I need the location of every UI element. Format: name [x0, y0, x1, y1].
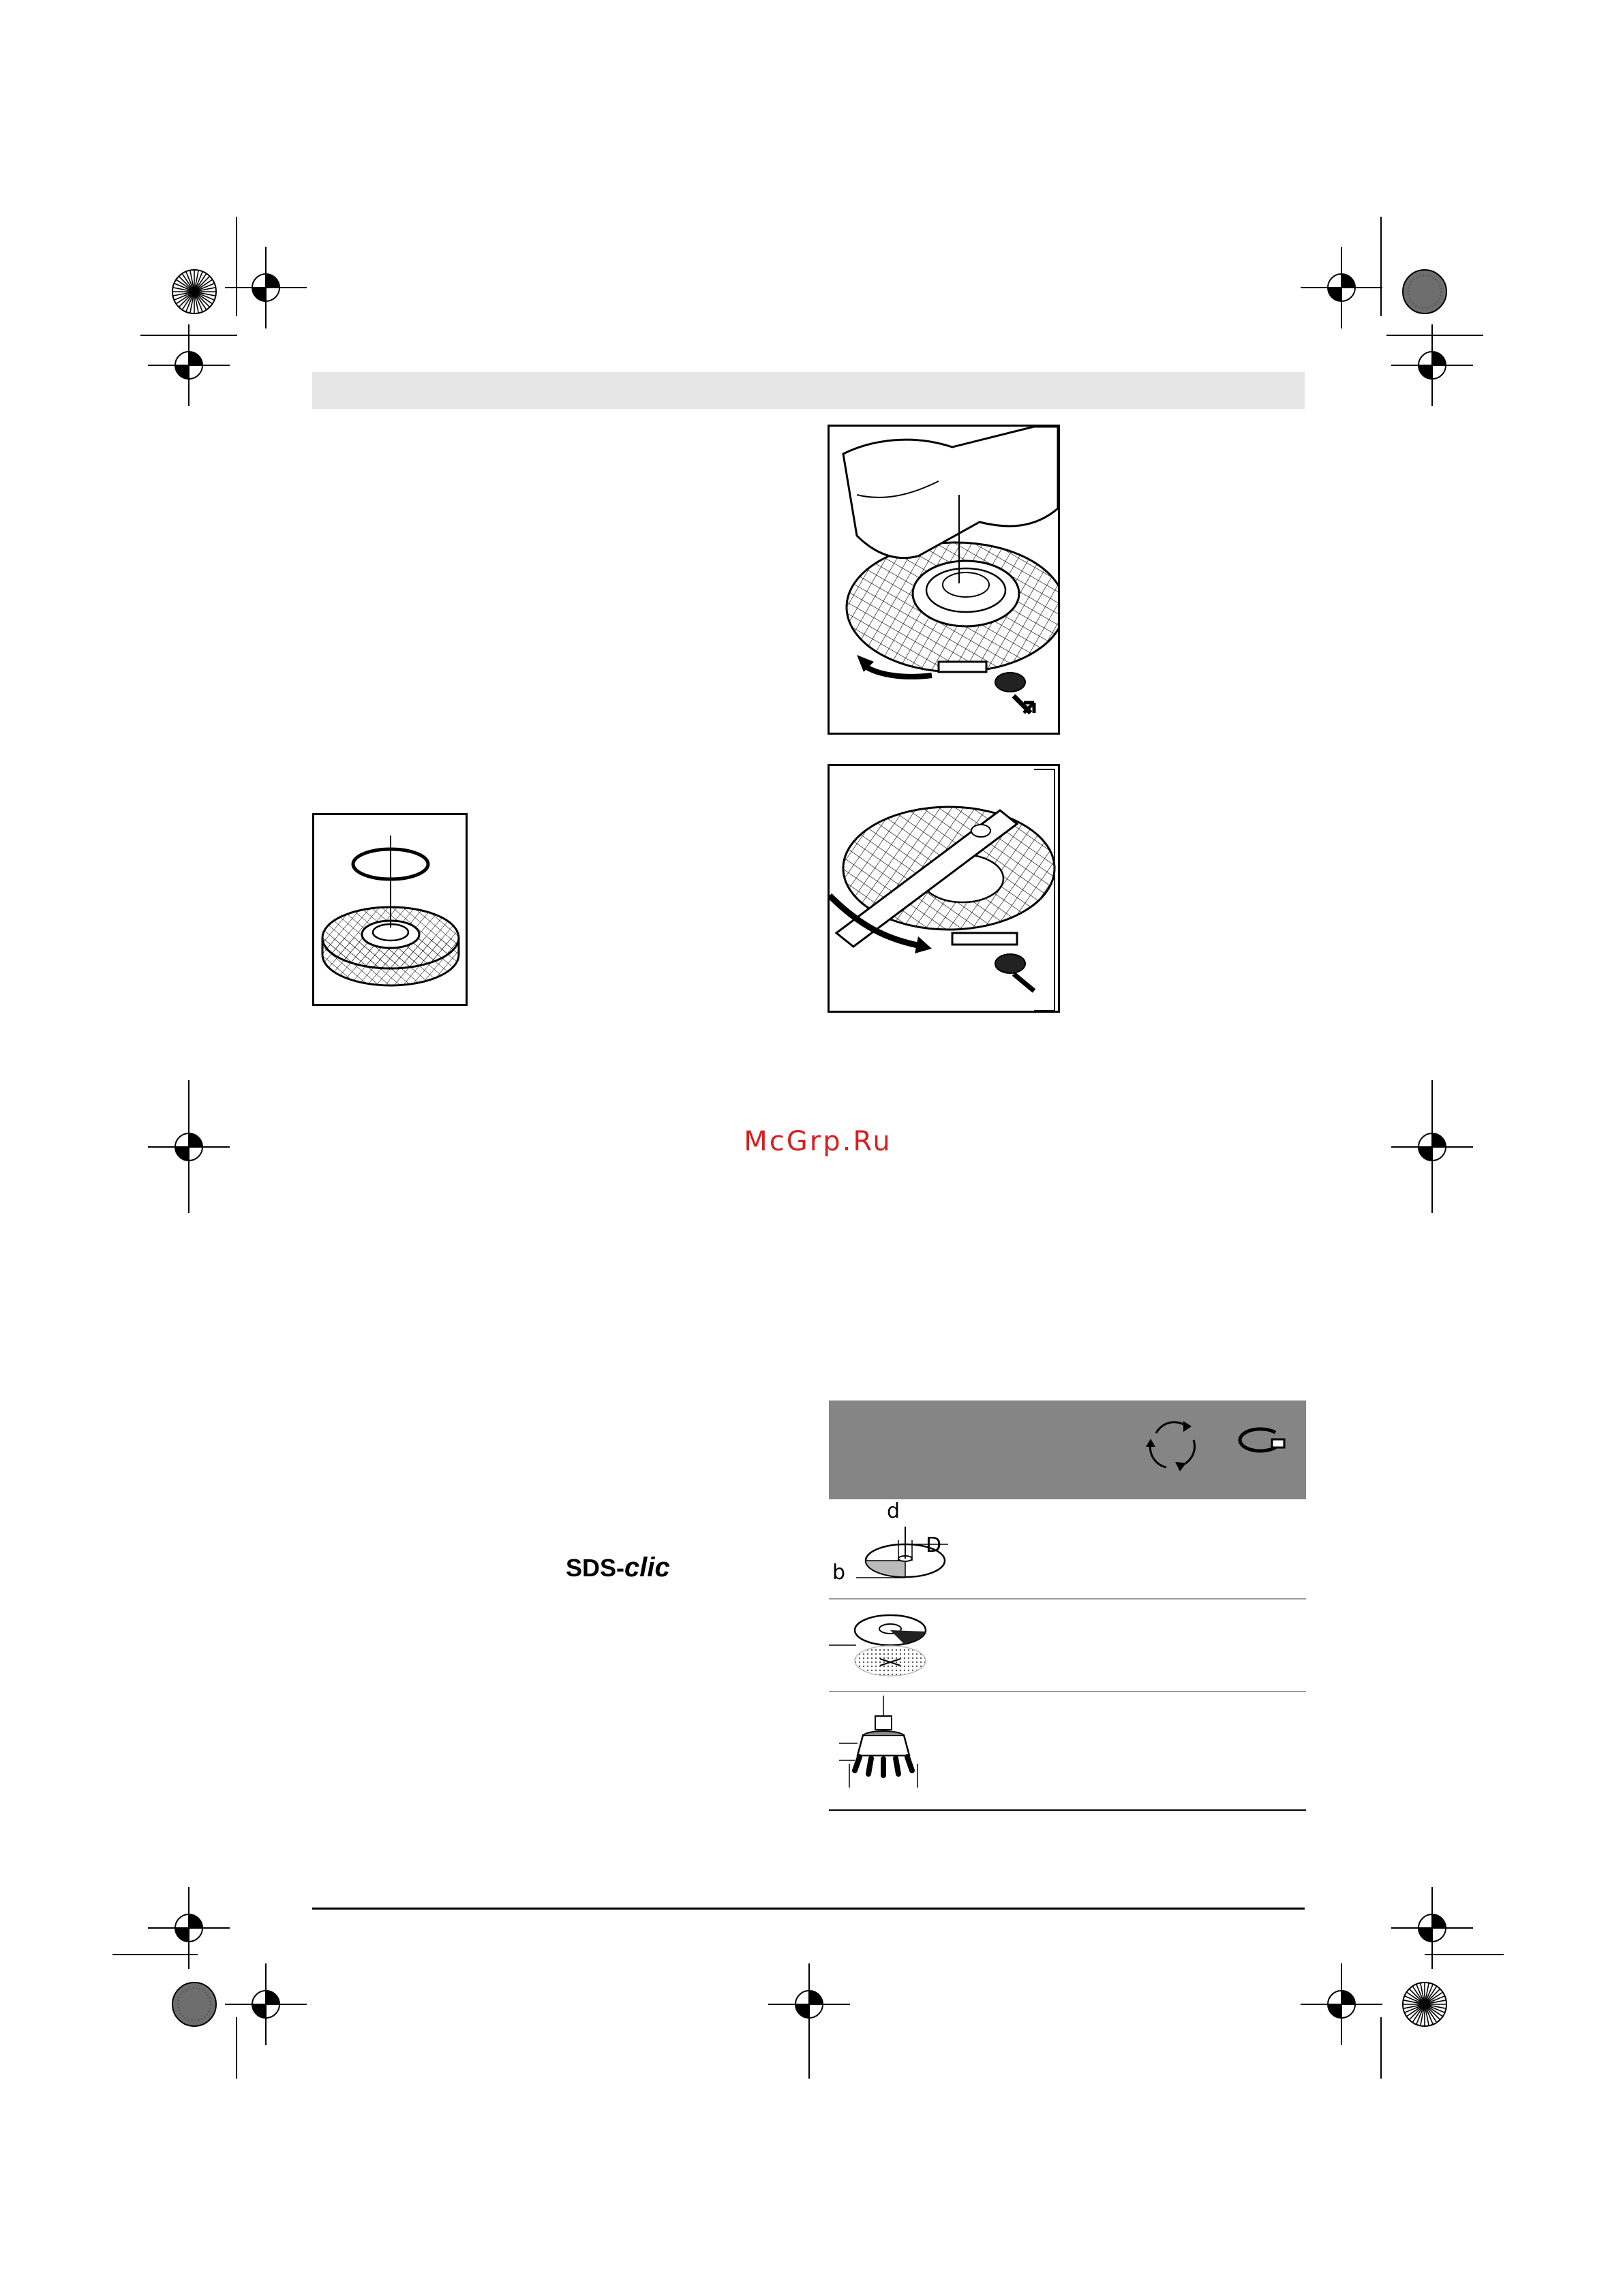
flap-disc-icon: [829, 1603, 938, 1688]
disc-dimensions-icon: [856, 1513, 972, 1595]
dimension-label-b: b: [832, 1561, 846, 1585]
footer-rule: [312, 1908, 1305, 1910]
figure-nut-tightening: [828, 425, 1060, 735]
sds-logo-main: SDS-: [566, 1554, 625, 1582]
sds-clic-logo: [566, 1552, 695, 1587]
table-row: [829, 1692, 1306, 1808]
table-row: [829, 1499, 1306, 1598]
sds-logo-italic: clic: [624, 1552, 670, 1582]
header-bar: [312, 372, 1305, 409]
retaining-ring-icon: [1238, 1424, 1289, 1458]
cup-brush-icon: [829, 1696, 938, 1801]
watermark-text: McGrp.Ru: [744, 1126, 892, 1157]
figure-spanner-loosening: [828, 764, 1060, 1013]
dimension-label-D: D: [926, 1533, 942, 1557]
dimension-label-d: d: [887, 1499, 900, 1523]
figure-oring-disc: [312, 813, 468, 1006]
disposal-table-header: [829, 1400, 1306, 1499]
recycle-arrows-icon: [1142, 1413, 1204, 1474]
table-row: [829, 1599, 1306, 1691]
table-bottom-rule: [829, 1809, 1306, 1811]
